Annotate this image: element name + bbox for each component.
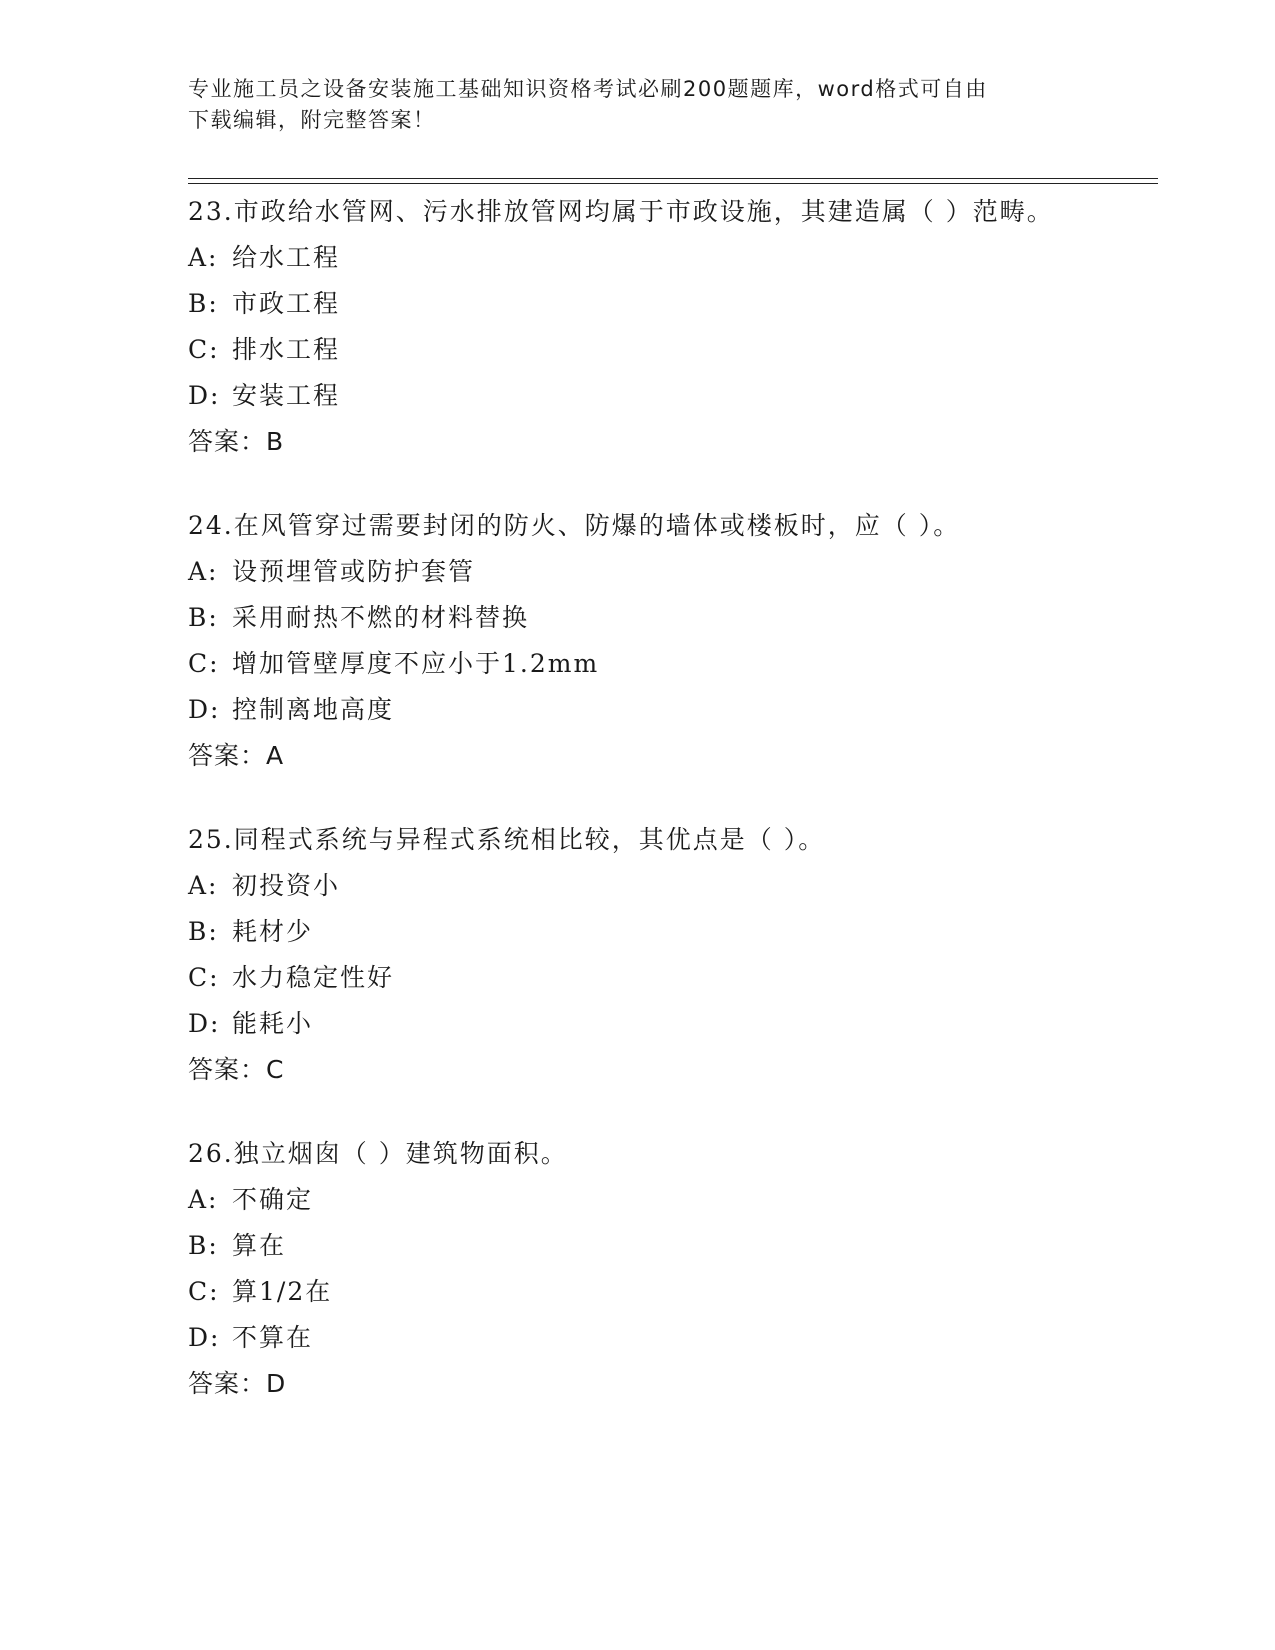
question-item [188, 193, 1068, 460]
answer-line: 答案：C [188, 1055, 285, 1084]
answer-line: 答案：D [188, 1369, 287, 1398]
option-letter: B: [188, 917, 219, 946]
question-item [188, 821, 1068, 1088]
option-b [188, 913, 1068, 950]
option-text: 安装工程 [232, 381, 341, 410]
option-text: 给水工程 [232, 243, 341, 272]
option-letter: D: [188, 1323, 221, 1352]
option-text: 算1/2在 [232, 1277, 333, 1306]
option-letter: D: [188, 381, 221, 410]
option-letter: B: [188, 603, 219, 632]
option-d [188, 691, 1068, 728]
option-text: 耗材少 [232, 917, 314, 946]
option-text: 能耗小 [232, 1009, 314, 1038]
option-text: 市政工程 [232, 289, 341, 318]
answer-line: 答案：B [188, 427, 285, 456]
option-letter: C: [188, 1277, 220, 1306]
option-b [188, 599, 1068, 636]
option-letter: C: [188, 335, 220, 364]
option-letter: D: [188, 695, 221, 724]
option-letter: B: [188, 1231, 219, 1260]
option-letter: C: [188, 963, 220, 992]
header-divider-top [188, 178, 1158, 179]
option-a [188, 1181, 1068, 1218]
option-text: 设预埋管或防护套管 [232, 557, 476, 586]
option-letter: A: [188, 1185, 219, 1214]
header-line-1: 专业施工员之设备安装施工基础知识资格考试必刷200题题库，word格式可自由 [188, 77, 988, 101]
option-c [188, 331, 1068, 368]
question-item [188, 507, 1068, 774]
option-d [188, 1319, 1068, 1356]
option-text: 不确定 [232, 1185, 314, 1214]
option-text: 不算在 [232, 1323, 314, 1352]
option-c [188, 1273, 1068, 1310]
option-c [188, 959, 1068, 996]
question-list [188, 193, 1068, 1449]
option-a [188, 553, 1068, 590]
option-b [188, 1227, 1068, 1264]
option-letter: A: [188, 243, 219, 272]
option-a [188, 239, 1068, 276]
option-a [188, 867, 1068, 904]
question-item [188, 1135, 1068, 1402]
option-text: 控制离地高度 [232, 695, 395, 724]
header-line-2: 下载编辑，附完整答案！ [188, 108, 436, 132]
option-b [188, 285, 1068, 322]
option-text: 排水工程 [232, 335, 341, 364]
option-text: 算在 [232, 1231, 287, 1260]
option-letter: B: [188, 289, 219, 318]
option-letter: C: [188, 649, 220, 678]
option-letter: A: [188, 871, 219, 900]
document-header [188, 74, 1068, 136]
option-text: 增加管壁厚度不应小于1.2mm [232, 649, 600, 678]
option-text: 初投资小 [232, 871, 341, 900]
question-text: 26.独立烟囱（ ）建筑物面积。 [188, 1139, 568, 1168]
option-d [188, 377, 1068, 414]
option-text: 水力稳定性好 [232, 963, 395, 992]
header-divider-bottom [188, 183, 1158, 184]
question-text: 23.市政给水管网、污水排放管网均属于市政设施，其建造属（ ）范畴。 [188, 197, 1054, 226]
question-text: 24.在风管穿过需要封闭的防火、防爆的墙体或楼板时，应（ ）。 [188, 511, 961, 540]
answer-line: 答案：A [188, 741, 285, 770]
option-letter: A: [188, 557, 219, 586]
option-c [188, 645, 1068, 682]
option-text: 采用耐热不燃的材料替换 [232, 603, 530, 632]
option-d [188, 1005, 1068, 1042]
question-text: 25.同程式系统与异程式系统相比较，其优点是（ ）。 [188, 825, 826, 854]
option-letter: D: [188, 1009, 221, 1038]
